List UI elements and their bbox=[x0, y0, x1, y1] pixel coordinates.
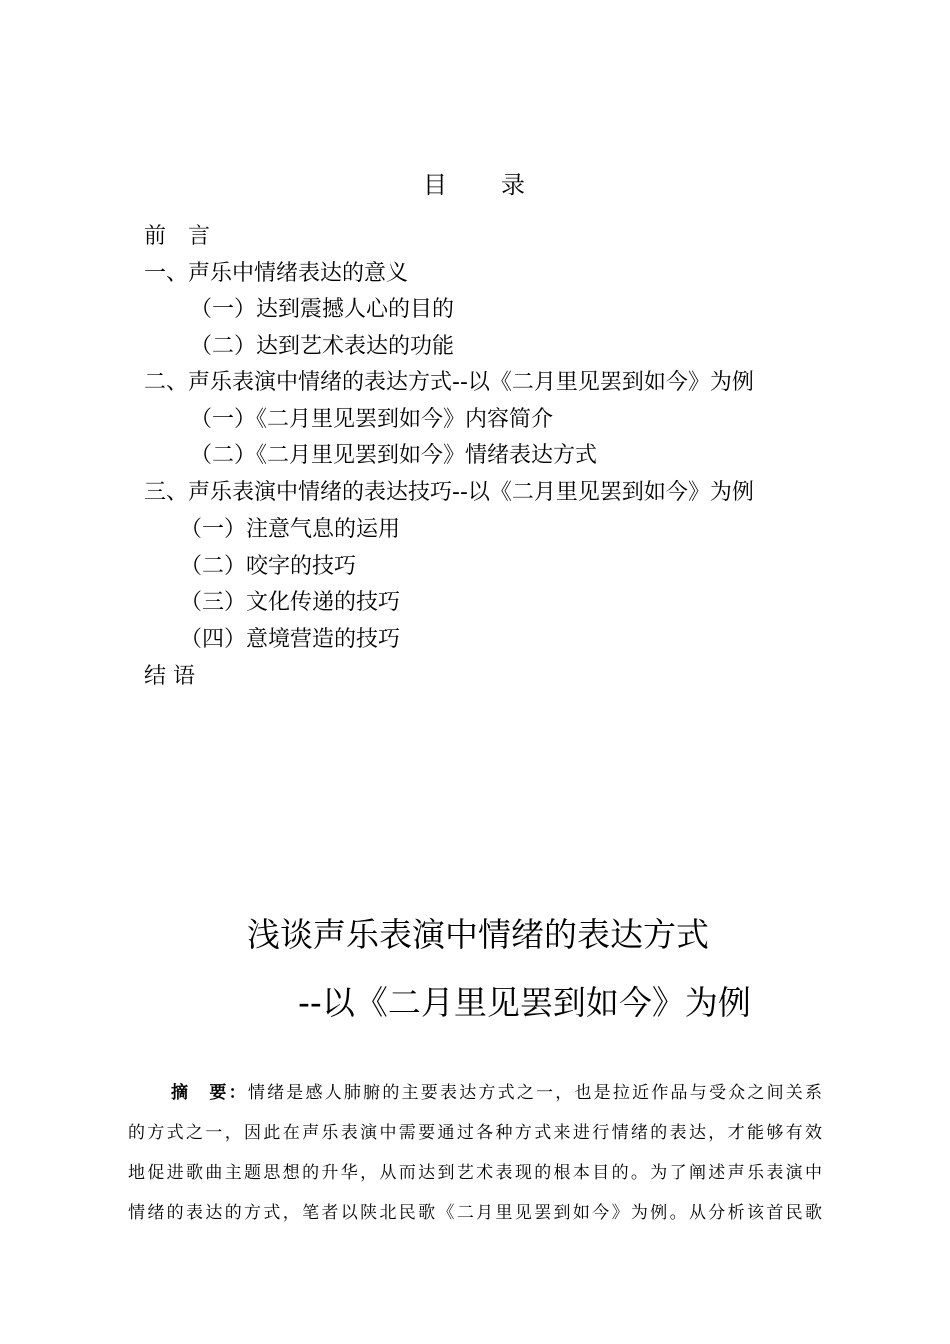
article-subtitle: --以《二月里见罢到如今》为例 bbox=[298, 983, 751, 1022]
abstract-text: 情绪是感人肺腑的主要表达方式之一，也是拉近作品与受众之间关系 bbox=[247, 1083, 822, 1103]
toc-item-section-3-1: （一）注意气息的运用 bbox=[180, 517, 401, 542]
toc-title bbox=[0, 168, 950, 202]
abstract-line bbox=[128, 1073, 822, 1113]
toc-item-section-3: 三、声乐表演中情绪的表达技巧--以《二月里见罢到如今》为例 bbox=[144, 480, 754, 505]
toc-item-section-3-4: （四）意境营造的技巧 bbox=[180, 627, 401, 652]
toc-item-section-1-2: （二）达到艺术表达的功能 bbox=[190, 334, 455, 359]
toc-title-char: 目 bbox=[423, 171, 449, 199]
abstract-label: 摘 要： bbox=[171, 1083, 248, 1103]
abstract bbox=[128, 1073, 822, 1233]
toc-item-section-2-1: （一）《二月里见罢到如今》内容简介 bbox=[190, 407, 554, 432]
toc-item-section-3-2: （二）咬字的技巧 bbox=[180, 554, 357, 579]
abstract-line: 情绪的表达的方式，笔者以陕北民歌《二月里见罢到如今》为例。从分析该首民歌 bbox=[128, 1203, 822, 1223]
toc-item-section-1: 一、声乐中情绪表达的意义 bbox=[144, 261, 409, 286]
abstract-line: 的方式之一，因此在声乐表演中需要通过各种方式来进行情绪的表达，才能够有效 bbox=[128, 1123, 822, 1143]
toc-item-preface: 前 言 bbox=[144, 224, 211, 249]
toc-item-section-2: 二、声乐表演中情绪的表达方式--以《二月里见罢到如今》为例 bbox=[144, 370, 754, 395]
toc-item-section-3-3: （三）文化传递的技巧 bbox=[180, 590, 401, 615]
abstract-line: 地促进歌曲主题思想的升华，从而达到艺术表现的根本目的。为了阐述声乐表演中 bbox=[128, 1163, 822, 1183]
article-title: 浅谈声乐表演中情绪的表达方式 bbox=[247, 915, 709, 954]
toc-item-section-2-2: （二）《二月里见罢到如今》情绪表达方式 bbox=[190, 443, 598, 468]
toc-title-char: 录 bbox=[501, 171, 527, 199]
toc-item-section-1-1: （一）达到震撼人心的目的 bbox=[190, 297, 455, 322]
toc-item-conclusion: 结 语 bbox=[144, 664, 195, 689]
